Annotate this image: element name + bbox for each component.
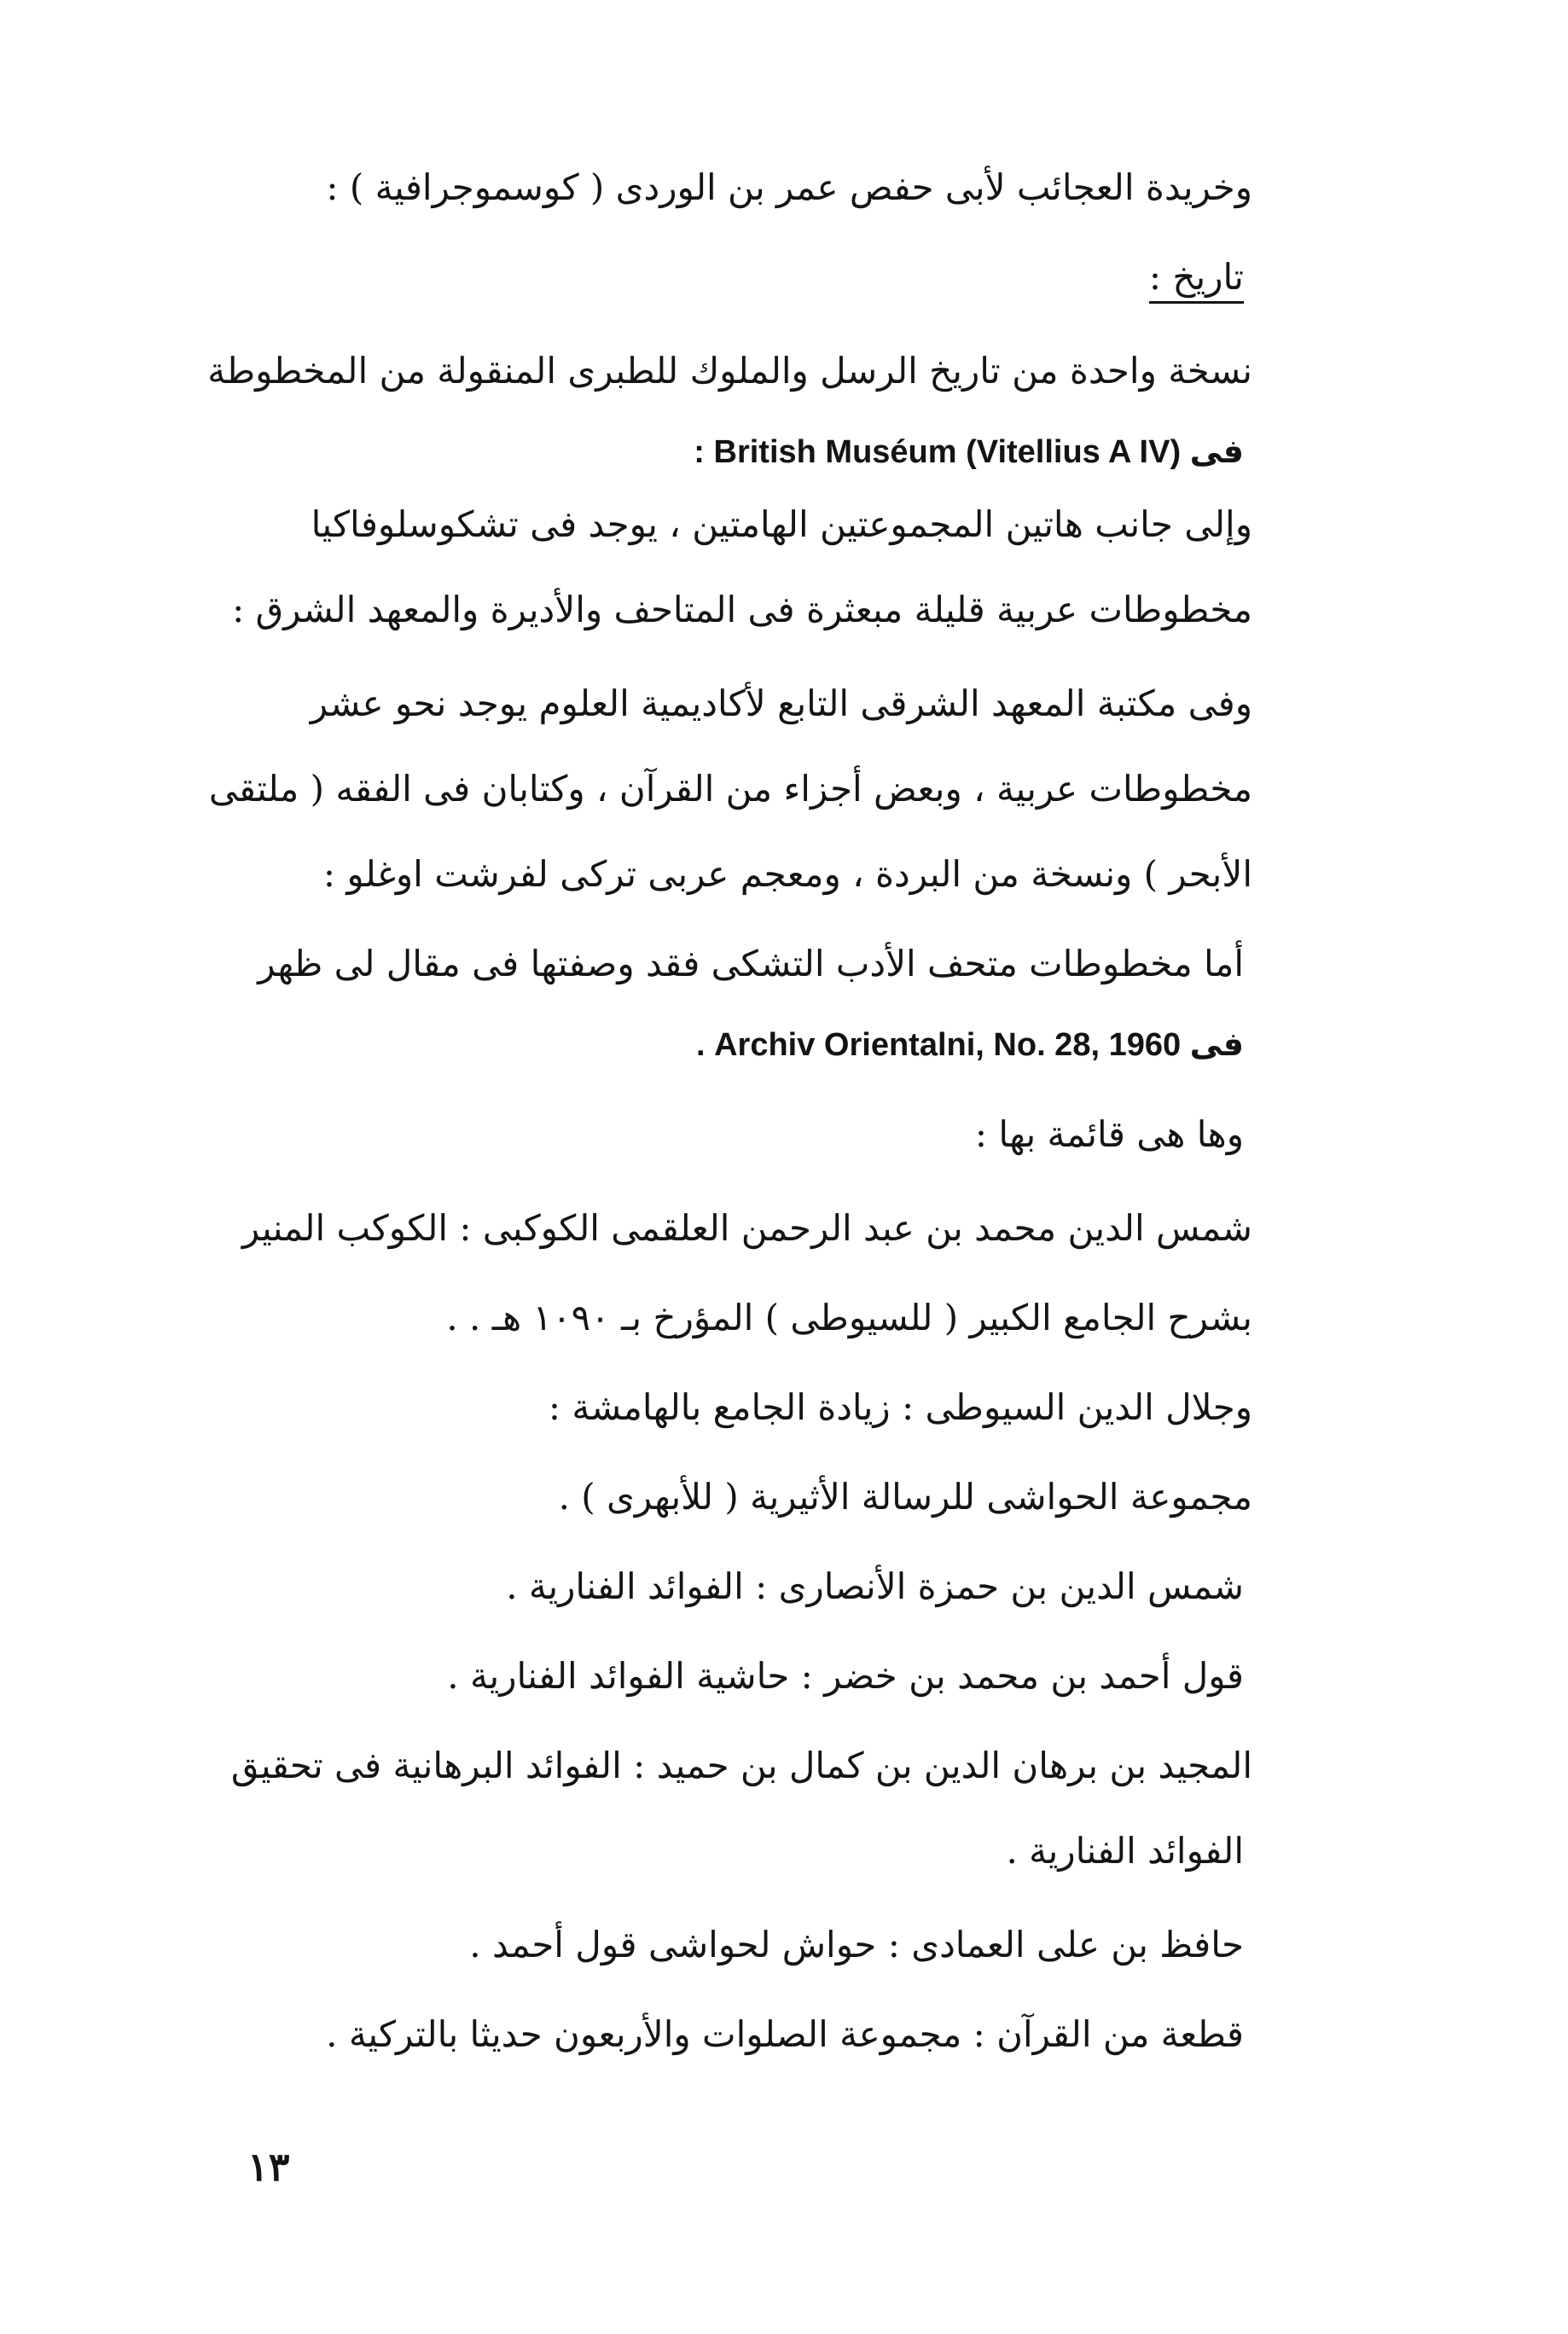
- list-item-7: حافظ بن على العمادى : حواش لحواشى قول أحمد .: [469, 1924, 1244, 1965]
- text-line-8: مخطوطات عربية ، وبعض أجزاء من القرآن ، وكتابان فى الفقه ( ملتقى: [208, 768, 1252, 810]
- text-line-10: أما مخطوطات متحف الأدب التشكى فقد وصفتها فى مقال لى ظهر: [258, 943, 1244, 984]
- text-line-6: مخطوطات عربية قليلة مبعثرة فى المتاحف والأديرة والمعهد الشرق :: [232, 589, 1252, 630]
- text-line-7: وفى مكتبة المعهد الشرقى التابع لأكاديمية العلوم يوجد نحو عشر: [310, 682, 1252, 724]
- text-line-12: وها هى قائمة بها :: [974, 1113, 1244, 1155]
- text-line-5: وإلى جانب هاتين المجموعتين الهامتين ، يوجد فى تشكوسلوفاكيا: [311, 503, 1252, 545]
- text-line-4: فى (Vitellius A IV) British Muséum :: [694, 434, 1244, 470]
- page-number: ١٣: [247, 2144, 290, 2190]
- list-item-8: قطعة من القرآن : مجموعة الصلوات والأربعون حديثا بالتركية .: [326, 2013, 1244, 2055]
- text-line-11: فى Archiv Orientalni, No. 28, 1960 .: [695, 1027, 1244, 1063]
- list-item-5: قول أحمد بن محمد بن خضر : حاشية الفوائد الفنارية .: [447, 1655, 1244, 1697]
- section-heading-history: تاريخ :: [1148, 256, 1244, 298]
- text-line-9: الأبحر ) ونسخة من البردة ، ومعجم عربى تركى لفرشت اوغلو :: [322, 853, 1252, 895]
- text-line-3: نسخة واحدة من تاريخ الرسل والملوك للطبرى المنقولة من المخطوطة: [207, 350, 1252, 392]
- list-item-1-cont: بشرح الجامع الكبير ( للسيوطى ) المؤرخ بـ ١٠٩٠ هـ . .: [446, 1297, 1252, 1338]
- list-item-6-cont: الفوائد الفنارية .: [1006, 1830, 1244, 1872]
- list-item-6: المجيد بن برهان الدين بن كمال بن حميد : الفوائد البرهانية فى تحقيق: [230, 1745, 1252, 1786]
- list-item-2: وجلال الدين السيوطى : زيادة الجامع بالهامشة :: [548, 1386, 1252, 1428]
- list-item-1: شمس الدين محمد بن عبد الرحمن العلقمى الكوكبى : الكوكب المنير: [241, 1207, 1252, 1249]
- text-line-1: وخريدة العجائب لأبى حفص عمر بن الوردى ( كوسموجرافية ) :: [326, 166, 1252, 208]
- list-item-4: شمس الدين بن حمزة الأنصارى : الفوائد الفنارية .: [506, 1565, 1244, 1607]
- list-item-3: مجموعة الحواشى للرسالة الأثيرية ( للأبهرى ) .: [558, 1476, 1252, 1518]
